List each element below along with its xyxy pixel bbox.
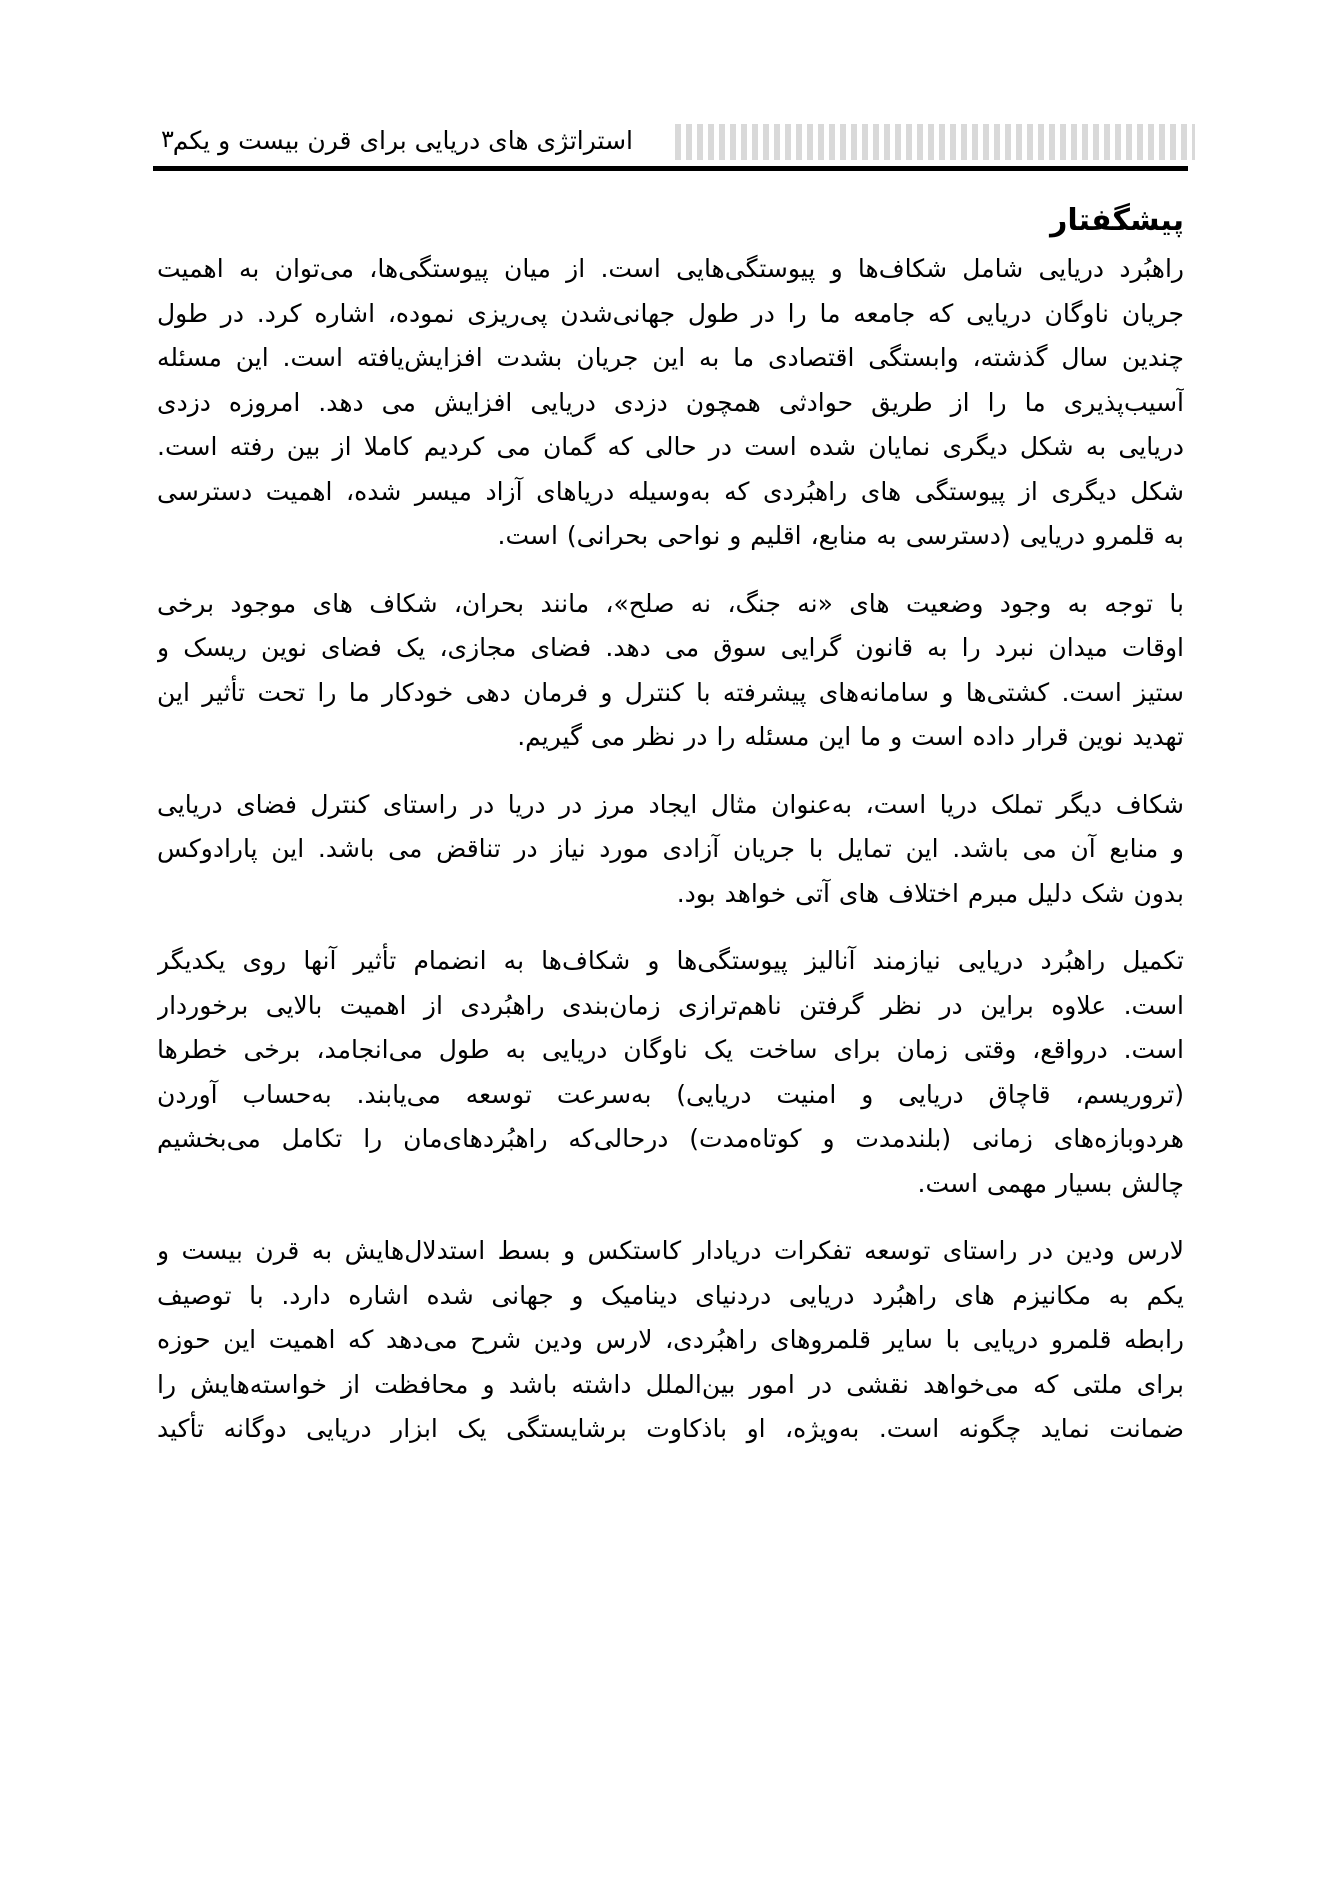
text-line: جریان ناوگان دریایی که جامعه ما را در طول جهانی‌شدن پی‌ریزی نموده، اشاره کرد. در طول	[157, 298, 1184, 328]
text-line: و منابع آن می باشد. این تمایل با جریان آزادی مورد نیاز در تناقض می باشد. این پارادوکس	[157, 834, 1184, 863]
text-line: است. درواقع، وقتی زمان برای ساخت یک ناوگان دریایی به طول می‌انجامد، برخی خطرها	[157, 1035, 1184, 1064]
text-line: (تروریسم، قاچاق دریایی و امنیت دریایی) به‌سرعت توسعه می‌یابند. به‌حساب آوردن	[157, 1079, 1184, 1109]
text-line: هردوبازه‌های زمانی (بلندمدت و کوتاه‌مدت) درحالی‌که راهبُردهای‌مان را تکامل می‌بخشیم	[157, 1124, 1184, 1153]
text-line: آسیب‌پذیری ما را از طریق حوادثی همچون دزدی دریایی افزایش می دهد. امروزه دزدی	[157, 387, 1184, 417]
text-line: رابطه قلمرو دریایی با سایر قلمروهای راهبُردی، لارس ودین شرح می‌دهد که اهمیت این حوزه	[157, 1325, 1184, 1354]
text-line: است. علاوه براین در نظر گرفتن ناهم‌ترازی زمان‌بندی راهبُردی از اهمیت بالایی برخوردار	[157, 990, 1184, 1020]
header-decorative-pattern	[675, 124, 1195, 160]
text-line: شکل دیگری از پیوستگی های راهبُردی که به‌وسیله دریاهای آزاد میسر شده، اهمیت دسترسی	[157, 476, 1184, 506]
text-line: چندین سال گذشته، وابستگی اقتصادی ما به این جریان بشدت افزایش‌یافته است. این مسئله	[157, 343, 1184, 372]
header-rule-divider	[153, 166, 1188, 171]
body-text	[157, 247, 1184, 1475]
paragraph-2	[157, 582, 1184, 760]
text-line: تهدید نوین قرار داده است و ما این مسئله را در نظر می گیریم.	[517, 722, 1184, 751]
text-line: با توجه به وجود وضعیت های «نه جنگ، نه صلح»، مانند بحران، شکاف های موجود برخی	[157, 588, 1184, 618]
text-line: لارس ودین در راستای توسعه تفکرات دریادار کاستکس و بسط استدلال‌هایش به قرن بیست و	[157, 1236, 1184, 1265]
paragraph-4	[157, 939, 1184, 1206]
text-line: برای ملتی که می‌خواهد نقشی در امور بین‌الملل داشته باشد و محافظت از خواسته‌هایش را	[157, 1369, 1184, 1399]
text-line: ضمانت نماید چگونه است. به‌ویژه، او باذکاوت برشایستگی یک ابزار دریایی دوگانه تأکید	[157, 1414, 1184, 1443]
text-line: دریایی به شکل دیگری نمایان شده است در حالی که گمان می کردیم کاملا از بین رفته است.	[157, 432, 1184, 461]
section-heading: پیشگفتار	[1050, 203, 1184, 238]
page-number: ۳	[161, 125, 174, 153]
text-line: بدون شک دلیل مبرم اختلاف های آتی خواهد بود.	[676, 878, 1184, 908]
header-book-title: استراتژی های دریایی برای قرن بیست و یکم	[172, 126, 633, 155]
text-line: راهبُرد دریایی شامل شکاف‌ها و پیوستگی‌هایی است. از میان پیوستگی‌ها، می‌توان به اهمیت	[157, 254, 1184, 283]
paragraph-5	[157, 1229, 1184, 1452]
paragraph-3	[157, 783, 1184, 917]
running-header	[153, 118, 1193, 168]
text-line: شکاف دیگر تملک دریا است، به‌عنوان مثال ایجاد مرز در دریا در راستای کنترل فضای دریایی	[157, 789, 1184, 819]
paragraph-1	[157, 247, 1184, 559]
text-line: اوقات میدان نبرد را به قانون گرایی سوق می دهد. فضای مجازی، یک فضای نوین ریسک و	[157, 633, 1184, 662]
text-line: ستیز است. کشتی‌ها و سامانه‌های پیشرفته با کنترل و فرمان دهی خودکار ما را تحت تأثیر این	[157, 677, 1184, 707]
text-line: به قلمرو دریایی (دسترسی به منابع، اقلیم و نواحی بحرانی) است.	[497, 521, 1184, 550]
text-line: تکمیل راهبُرد دریایی نیازمند آنالیز پیوستگی‌ها و شکاف‌ها به انضمام تأثیر آنها روی یکدیگر	[157, 946, 1184, 975]
text-line: یکم به مکانیزم های راهبُرد دریایی دردنیای دینامیک و جهانی شده اشاره دارد. با توصیف	[157, 1280, 1184, 1310]
text-line: چالش بسیار مهمی است.	[917, 1168, 1184, 1198]
